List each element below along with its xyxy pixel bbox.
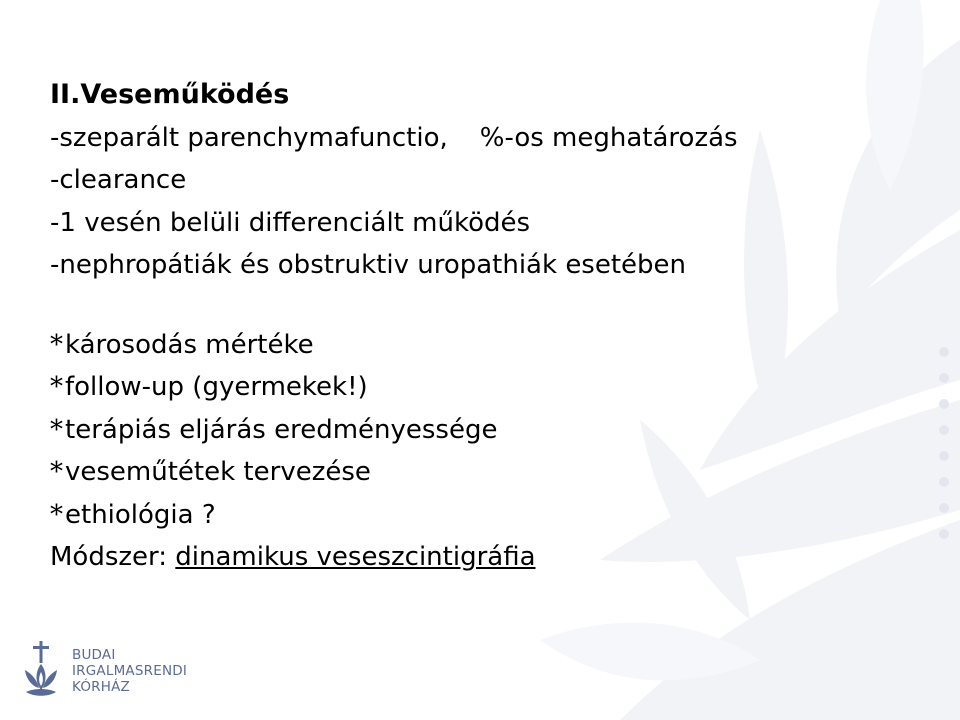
- text-line-clearance: -clearance: [50, 165, 187, 195]
- text-line-nephropathies: -nephropátiák és obstruktiv uropathiák esetében: [50, 250, 687, 280]
- bullet-asterisk-icon: *: [50, 457, 63, 487]
- bullet-asterisk-icon: *: [50, 499, 63, 530]
- text-parenchyma: -szeparált parenchymafunctio,: [50, 122, 448, 153]
- bullet-text: ethiológia ?: [65, 499, 216, 530]
- bullet-item: [50, 409, 738, 452]
- slide-body: [50, 74, 738, 579]
- method-line: [50, 536, 738, 579]
- bullet-text: terápiás eljárás eredményessége: [65, 414, 498, 445]
- hospital-name: [72, 647, 187, 695]
- hospital-name-line1: BUDAI: [72, 647, 116, 663]
- hospital-name-line2: IRGALMASRENDI: [72, 663, 188, 679]
- method-label: Módszer:: [50, 542, 176, 572]
- hospital-logo: [22, 640, 187, 702]
- bullet-item: [50, 324, 738, 367]
- bullet-item: [50, 366, 738, 409]
- bullet-asterisk-icon: *: [50, 329, 63, 360]
- text-percent-determination: %-os meghatározás: [479, 122, 738, 153]
- lotus-cross-icon: [22, 640, 60, 702]
- bullet-text: károsodás mértéke: [65, 329, 314, 360]
- bullet-item: [50, 494, 738, 537]
- bullet-asterisk-icon: *: [50, 372, 63, 402]
- hospital-name-line3: KÓRHÁZ: [72, 679, 130, 695]
- bullet-item: [50, 451, 738, 494]
- bullet-text: follow-up (gyermekek!): [65, 372, 368, 402]
- text-line-parenchyma: [50, 117, 738, 160]
- slide-title: II.Veseműködés: [50, 79, 290, 110]
- text-line-differential-function: -1 vesén belüli differenciált működés: [50, 207, 531, 238]
- bullet-asterisk-icon: *: [50, 414, 63, 445]
- bullet-text: veseműtétek tervezése: [65, 457, 371, 487]
- method-value: dinamikus veseszcintigráfia: [175, 542, 536, 572]
